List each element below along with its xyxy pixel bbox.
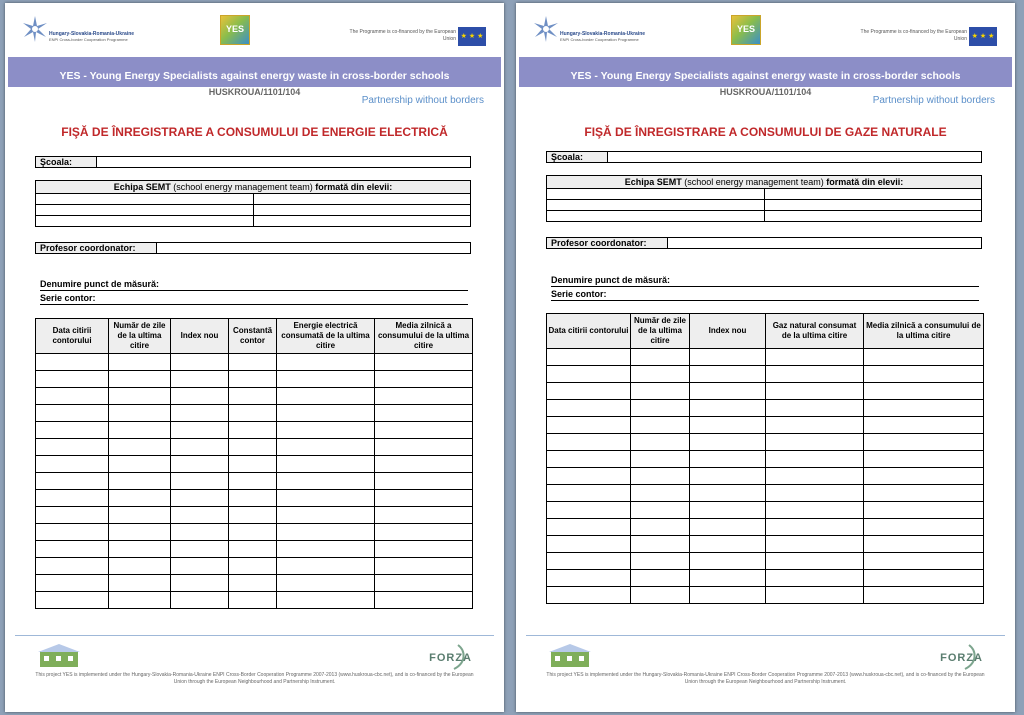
team-cell[interactable] bbox=[36, 216, 254, 227]
table-cell[interactable] bbox=[631, 485, 690, 502]
table-cell[interactable] bbox=[171, 388, 229, 405]
coordinator-label: Profesor coordonator: bbox=[36, 243, 157, 253]
table-cell[interactable] bbox=[375, 405, 473, 422]
table-cell[interactable] bbox=[766, 468, 864, 485]
semt-team-table bbox=[35, 180, 471, 227]
team-cell[interactable] bbox=[547, 200, 765, 211]
table-cell[interactable] bbox=[547, 485, 631, 502]
electricity-table-body bbox=[36, 354, 473, 609]
table-cell[interactable] bbox=[277, 541, 375, 558]
table-cell[interactable] bbox=[864, 570, 984, 587]
coordinator-label: Profesor coordonator: bbox=[547, 238, 668, 248]
programme-sub: ENPI Cross-border Cooperation Programme bbox=[560, 37, 639, 42]
team-table-header bbox=[547, 176, 982, 189]
table-cell[interactable] bbox=[690, 468, 766, 485]
programme-logo-text bbox=[49, 31, 134, 42]
table-cell[interactable] bbox=[277, 473, 375, 490]
table-cell[interactable] bbox=[766, 400, 864, 417]
table-cell[interactable] bbox=[375, 524, 473, 541]
table-cell[interactable] bbox=[229, 575, 277, 592]
table-cell[interactable] bbox=[229, 558, 277, 575]
table-row bbox=[547, 502, 984, 519]
table-cell[interactable] bbox=[277, 456, 375, 473]
table-cell[interactable] bbox=[36, 575, 109, 592]
programme-name: Hungary-Slovakia-Romania-Ukraine bbox=[560, 31, 646, 37]
footer-divider bbox=[526, 635, 1005, 636]
table-cell[interactable] bbox=[864, 366, 984, 383]
column-header: Număr de zile de la ultima citire bbox=[631, 314, 690, 349]
table-cell[interactable] bbox=[766, 434, 864, 451]
table-cell[interactable] bbox=[864, 400, 984, 417]
table-cell[interactable] bbox=[109, 405, 171, 422]
table-cell[interactable] bbox=[277, 575, 375, 592]
cofinance-note: The Programme is co-financed by the European Union bbox=[860, 29, 967, 42]
table-cell[interactable] bbox=[864, 349, 984, 366]
gas-readings-table bbox=[546, 313, 984, 604]
gas-table-body bbox=[547, 349, 984, 604]
table-cell[interactable] bbox=[766, 536, 864, 553]
team-header-post: formată din elevii: bbox=[823, 177, 904, 187]
table-cell[interactable] bbox=[864, 383, 984, 400]
programme-name: Hungary-Slovakia-Romania-Ukraine bbox=[49, 31, 135, 37]
table-cell[interactable] bbox=[109, 354, 171, 371]
table-row bbox=[547, 485, 984, 502]
partnership-slogan: Partnership without borders bbox=[872, 95, 995, 106]
table-cell[interactable] bbox=[375, 388, 473, 405]
table-cell[interactable] bbox=[171, 507, 229, 524]
table-cell[interactable] bbox=[547, 570, 631, 587]
table-cell[interactable] bbox=[864, 468, 984, 485]
table-row bbox=[547, 417, 984, 434]
page-header bbox=[15, 13, 494, 55]
column-header: Index nou bbox=[171, 319, 229, 354]
table-cell[interactable] bbox=[109, 558, 171, 575]
table-cell[interactable] bbox=[36, 422, 109, 439]
forza-logo: FORZA bbox=[940, 652, 983, 664]
table-cell[interactable] bbox=[375, 439, 473, 456]
programme-logo-text bbox=[560, 31, 645, 42]
cofinance-note: The Programme is co-financed by the European Union bbox=[349, 29, 456, 42]
table-cell[interactable] bbox=[864, 451, 984, 468]
eu-flag-icon: ★ ★ ★ bbox=[969, 27, 997, 46]
team-cell[interactable] bbox=[36, 205, 254, 216]
table-cell[interactable] bbox=[277, 524, 375, 541]
yes-logo-label: YES bbox=[736, 24, 755, 34]
table-row bbox=[36, 558, 473, 575]
table-cell[interactable] bbox=[229, 354, 277, 371]
table-row bbox=[36, 456, 473, 473]
column-header: Număr de zile de la ultima citire bbox=[109, 319, 171, 354]
team-cell[interactable] bbox=[36, 194, 254, 205]
column-header: Media zilnică a consumului de la ultima citire bbox=[375, 319, 473, 354]
table-cell[interactable] bbox=[109, 592, 171, 609]
table-row bbox=[36, 354, 473, 371]
table-cell[interactable] bbox=[631, 451, 690, 468]
team-cell[interactable] bbox=[547, 211, 765, 222]
table-row bbox=[36, 422, 473, 439]
table-cell[interactable] bbox=[277, 558, 375, 575]
table-cell[interactable] bbox=[36, 354, 109, 371]
team-cell[interactable] bbox=[764, 211, 982, 222]
table-cell[interactable] bbox=[547, 383, 631, 400]
table-cell[interactable] bbox=[864, 434, 984, 451]
table-cell[interactable] bbox=[109, 371, 171, 388]
table-cell[interactable] bbox=[36, 405, 109, 422]
yes-project-logo bbox=[731, 15, 761, 45]
table-cell[interactable] bbox=[690, 417, 766, 434]
table-cell[interactable] bbox=[631, 502, 690, 519]
table-cell[interactable] bbox=[375, 490, 473, 507]
column-header: Energie electrică consumată de la ultima citire bbox=[277, 319, 375, 354]
measure-point-field[interactable]: Denumire punct de măsură: bbox=[40, 278, 468, 291]
table-row bbox=[547, 400, 984, 417]
table-row bbox=[36, 439, 473, 456]
team-cell[interactable] bbox=[547, 189, 765, 200]
table-cell[interactable] bbox=[375, 354, 473, 371]
table-row bbox=[36, 524, 473, 541]
table-cell[interactable] bbox=[766, 519, 864, 536]
table-cell[interactable] bbox=[631, 468, 690, 485]
table-cell[interactable] bbox=[547, 434, 631, 451]
form-title: FIŞĂ DE ÎNREGISTRARE A CONSUMULUI DE ENERGIE ELECTRICĂ bbox=[61, 125, 448, 139]
school-field[interactable] bbox=[35, 156, 471, 168]
programme-sub: ENPI Cross-border Cooperation Programme bbox=[49, 37, 128, 42]
table-cell[interactable] bbox=[36, 473, 109, 490]
table-cell[interactable] bbox=[690, 519, 766, 536]
table-cell[interactable] bbox=[375, 507, 473, 524]
table-cell[interactable] bbox=[36, 456, 109, 473]
table-cell[interactable] bbox=[766, 451, 864, 468]
table-cell[interactable] bbox=[36, 541, 109, 558]
column-header: Data citirii contorului bbox=[547, 314, 631, 349]
team-cell[interactable] bbox=[253, 205, 471, 216]
table-cell[interactable] bbox=[631, 383, 690, 400]
table-cell[interactable] bbox=[277, 490, 375, 507]
table-cell[interactable] bbox=[690, 536, 766, 553]
table-cell[interactable] bbox=[229, 507, 277, 524]
table-cell[interactable] bbox=[277, 354, 375, 371]
table-cell[interactable] bbox=[631, 417, 690, 434]
column-header: Gaz natural consumat de la ultima citire bbox=[766, 314, 864, 349]
table-cell[interactable] bbox=[36, 490, 109, 507]
table-cell[interactable] bbox=[171, 371, 229, 388]
project-title-band: YES - Young Energy Specialists against energy waste in cross-border schools bbox=[8, 57, 501, 87]
school-building-logo-icon bbox=[38, 643, 80, 669]
table-cell[interactable] bbox=[766, 553, 864, 570]
table-row bbox=[36, 507, 473, 524]
table-cell[interactable] bbox=[766, 587, 864, 604]
table-cell[interactable] bbox=[171, 456, 229, 473]
document-page-electricity bbox=[5, 3, 504, 712]
table-cell[interactable] bbox=[171, 473, 229, 490]
table-cell[interactable] bbox=[631, 570, 690, 587]
table-row bbox=[36, 490, 473, 507]
school-label: Şcoala: bbox=[547, 152, 608, 162]
table-cell[interactable] bbox=[547, 366, 631, 383]
table-cell[interactable] bbox=[171, 490, 229, 507]
table-cell[interactable] bbox=[171, 354, 229, 371]
table-row bbox=[547, 434, 984, 451]
table-cell[interactable] bbox=[864, 536, 984, 553]
table-cell[interactable] bbox=[547, 417, 631, 434]
table-cell[interactable] bbox=[766, 570, 864, 587]
table-cell[interactable] bbox=[277, 405, 375, 422]
table-cell[interactable] bbox=[631, 400, 690, 417]
table-cell[interactable] bbox=[690, 553, 766, 570]
team-cell[interactable] bbox=[253, 194, 471, 205]
table-row bbox=[36, 541, 473, 558]
table-cell[interactable] bbox=[36, 439, 109, 456]
footer-text: This project YES is implemented under the Hungary-Slovakia-Romania-Ukraine ENPI Cross-Border Cooperation Programme 2007-2013 (www.huskroua-cbc.net), and is co-financed by the European Union through the European Neighbourhood and Partnership Instrument. bbox=[546, 672, 985, 685]
table-cell[interactable] bbox=[631, 434, 690, 451]
table-cell[interactable] bbox=[375, 371, 473, 388]
table-cell[interactable] bbox=[229, 524, 277, 541]
table-cell[interactable] bbox=[229, 388, 277, 405]
table-cell[interactable] bbox=[375, 575, 473, 592]
table-cell[interactable] bbox=[547, 468, 631, 485]
table-row bbox=[36, 575, 473, 592]
yes-logo-label: YES bbox=[225, 24, 244, 34]
table-cell[interactable] bbox=[547, 553, 631, 570]
table-cell[interactable] bbox=[109, 422, 171, 439]
table-cell[interactable] bbox=[375, 473, 473, 490]
table-cell[interactable] bbox=[229, 490, 277, 507]
programme-star-logo-icon bbox=[532, 15, 560, 43]
table-cell[interactable] bbox=[171, 541, 229, 558]
table-row bbox=[547, 536, 984, 553]
table-cell[interactable] bbox=[766, 349, 864, 366]
table-cell[interactable] bbox=[690, 502, 766, 519]
table-row bbox=[547, 587, 984, 604]
column-header: Index nou bbox=[690, 314, 766, 349]
table-row bbox=[547, 519, 984, 536]
table-cell[interactable] bbox=[171, 405, 229, 422]
team-header-pre: Echipa SEMT bbox=[624, 177, 685, 187]
table-cell[interactable] bbox=[109, 456, 171, 473]
team-cell[interactable] bbox=[253, 216, 471, 227]
table-cell[interactable] bbox=[171, 575, 229, 592]
table-cell[interactable] bbox=[36, 558, 109, 575]
table-cell[interactable] bbox=[766, 417, 864, 434]
table-cell[interactable] bbox=[171, 422, 229, 439]
table-cell[interactable] bbox=[171, 592, 229, 609]
column-header: Data citirii contorului bbox=[36, 319, 109, 354]
table-cell[interactable] bbox=[547, 519, 631, 536]
table-cell[interactable] bbox=[864, 553, 984, 570]
table-cell[interactable] bbox=[690, 349, 766, 366]
table-cell[interactable] bbox=[547, 502, 631, 519]
table-cell[interactable] bbox=[277, 371, 375, 388]
table-cell[interactable] bbox=[109, 524, 171, 541]
project-code: HUSKROUA/1101/104 bbox=[208, 87, 301, 97]
table-cell[interactable] bbox=[229, 422, 277, 439]
school-building-logo-icon bbox=[549, 643, 591, 669]
project-title-band: YES - Young Energy Specialists against energy waste in cross-border schools bbox=[519, 57, 1012, 87]
table-cell[interactable] bbox=[547, 536, 631, 553]
table-cell[interactable] bbox=[229, 473, 277, 490]
table-cell[interactable] bbox=[229, 456, 277, 473]
table-cell[interactable] bbox=[631, 587, 690, 604]
programme-star-logo-icon bbox=[21, 15, 49, 43]
electricity-readings-table bbox=[35, 318, 473, 609]
table-cell[interactable] bbox=[547, 400, 631, 417]
table-cell[interactable] bbox=[36, 371, 109, 388]
table-cell[interactable] bbox=[277, 388, 375, 405]
meter-series-field[interactable]: Serie contor: bbox=[40, 292, 468, 305]
form-title: FIŞĂ DE ÎNREGISTRARE A CONSUMULUI DE GAZE NATURALE bbox=[584, 125, 947, 139]
table-cell[interactable] bbox=[229, 371, 277, 388]
table-cell[interactable] bbox=[229, 541, 277, 558]
document-page-gas bbox=[516, 3, 1015, 712]
table-row bbox=[36, 405, 473, 422]
table-cell[interactable] bbox=[690, 434, 766, 451]
table-cell[interactable] bbox=[864, 519, 984, 536]
table-row bbox=[547, 570, 984, 587]
table-cell[interactable] bbox=[631, 553, 690, 570]
table-cell[interactable] bbox=[375, 592, 473, 609]
table-cell[interactable] bbox=[375, 558, 473, 575]
team-table-header bbox=[36, 181, 471, 194]
table-cell[interactable] bbox=[375, 541, 473, 558]
table-cell[interactable] bbox=[690, 383, 766, 400]
table-cell[interactable] bbox=[277, 507, 375, 524]
page-header bbox=[526, 13, 1005, 55]
coordinator-field[interactable] bbox=[35, 242, 471, 254]
table-cell[interactable] bbox=[36, 388, 109, 405]
table-row bbox=[547, 349, 984, 366]
eu-flag-icon: ★ ★ ★ bbox=[458, 27, 486, 46]
team-cell[interactable] bbox=[764, 189, 982, 200]
table-cell[interactable] bbox=[229, 405, 277, 422]
team-header-mid: (school energy management team) bbox=[173, 182, 313, 192]
table-row bbox=[547, 451, 984, 468]
semt-team-table bbox=[546, 175, 982, 222]
table-cell[interactable] bbox=[766, 502, 864, 519]
table-cell[interactable] bbox=[229, 439, 277, 456]
table-cell[interactable] bbox=[631, 536, 690, 553]
column-header: Media zilnică a consumului de la ultima citire bbox=[864, 314, 984, 349]
table-cell[interactable] bbox=[864, 485, 984, 502]
partnership-slogan: Partnership without borders bbox=[361, 95, 484, 106]
table-cell[interactable] bbox=[547, 451, 631, 468]
table-cell[interactable] bbox=[277, 422, 375, 439]
table-cell[interactable] bbox=[277, 592, 375, 609]
table-cell[interactable] bbox=[690, 570, 766, 587]
footer-text: This project YES is implemented under the Hungary-Slovakia-Romania-Ukraine ENPI Cross-Border Cooperation Programme 2007-2013 (www.huskroua-cbc.net), and is co-financed by the European Union through the European Neighbourhood and Partnership Instrument. bbox=[35, 672, 474, 685]
table-cell[interactable] bbox=[547, 587, 631, 604]
table-cell[interactable] bbox=[36, 524, 109, 541]
table-cell[interactable] bbox=[864, 587, 984, 604]
table-cell[interactable] bbox=[229, 592, 277, 609]
table-cell[interactable] bbox=[171, 558, 229, 575]
table-cell[interactable] bbox=[109, 575, 171, 592]
table-cell[interactable] bbox=[109, 490, 171, 507]
school-field[interactable] bbox=[546, 151, 982, 163]
school-label: Şcoala: bbox=[36, 157, 97, 167]
table-cell[interactable] bbox=[547, 349, 631, 366]
team-header-pre: Echipa SEMT bbox=[113, 182, 174, 192]
measure-point-field[interactable]: Denumire punct de măsură: bbox=[551, 274, 979, 287]
table-row bbox=[36, 371, 473, 388]
column-header: Constantă contor bbox=[229, 319, 277, 354]
table-cell[interactable] bbox=[109, 507, 171, 524]
project-code: HUSKROUA/1101/104 bbox=[719, 87, 812, 97]
table-row bbox=[36, 592, 473, 609]
table-cell[interactable] bbox=[171, 439, 229, 456]
table-cell[interactable] bbox=[766, 485, 864, 502]
table-cell[interactable] bbox=[690, 485, 766, 502]
table-row bbox=[547, 553, 984, 570]
table-cell[interactable] bbox=[690, 366, 766, 383]
table-cell[interactable] bbox=[766, 383, 864, 400]
footer-divider bbox=[15, 635, 494, 636]
team-header-post: formată din elevii: bbox=[312, 182, 393, 192]
table-cell[interactable] bbox=[375, 422, 473, 439]
table-row bbox=[36, 388, 473, 405]
table-cell[interactable] bbox=[171, 524, 229, 541]
table-cell[interactable] bbox=[36, 507, 109, 524]
yes-project-logo bbox=[220, 15, 250, 45]
table-cell[interactable] bbox=[375, 456, 473, 473]
table-cell[interactable] bbox=[631, 366, 690, 383]
table-cell[interactable] bbox=[631, 349, 690, 366]
meter-series-field[interactable]: Serie contor: bbox=[551, 288, 979, 301]
table-cell[interactable] bbox=[631, 519, 690, 536]
table-cell[interactable] bbox=[766, 366, 864, 383]
table-cell[interactable] bbox=[109, 473, 171, 490]
table-row bbox=[547, 383, 984, 400]
table-cell[interactable] bbox=[36, 592, 109, 609]
table-cell[interactable] bbox=[690, 400, 766, 417]
table-cell[interactable] bbox=[109, 541, 171, 558]
table-cell[interactable] bbox=[690, 587, 766, 604]
coordinator-field[interactable] bbox=[546, 237, 982, 249]
table-row bbox=[547, 468, 984, 485]
table-cell[interactable] bbox=[109, 439, 171, 456]
table-cell[interactable] bbox=[864, 502, 984, 519]
team-cell[interactable] bbox=[764, 200, 982, 211]
table-row bbox=[547, 366, 984, 383]
team-header-mid: (school energy management team) bbox=[684, 177, 824, 187]
table-cell[interactable] bbox=[864, 417, 984, 434]
forza-logo: FORZA bbox=[429, 652, 472, 664]
table-cell[interactable] bbox=[277, 439, 375, 456]
table-row bbox=[36, 473, 473, 490]
table-cell[interactable] bbox=[109, 388, 171, 405]
table-cell[interactable] bbox=[690, 451, 766, 468]
